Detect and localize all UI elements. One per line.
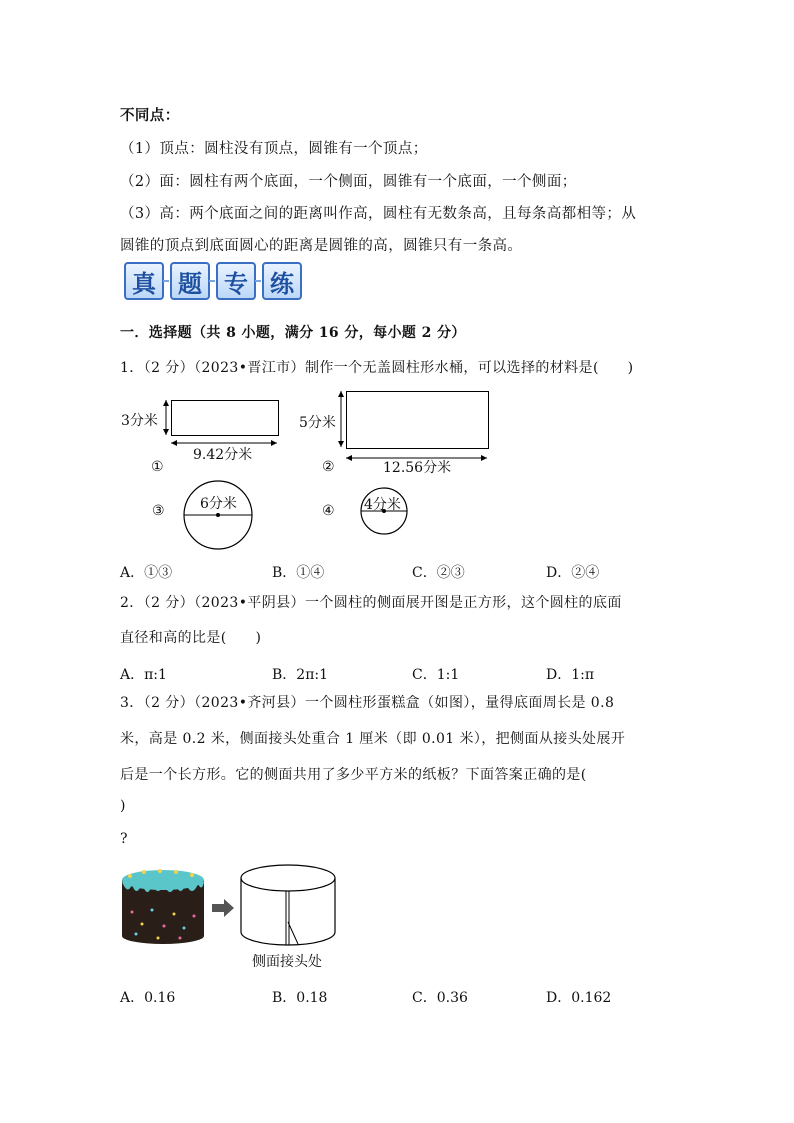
fig4-number: ④ xyxy=(322,503,335,519)
diff-point-2: （2）面：圆柱有两个底面，一个侧面，圆锥有一个底面，一个侧面； xyxy=(120,174,577,190)
q1-option-a[interactable]: A．①③ xyxy=(120,565,173,581)
section-title: 一．选择题（共 8 小题，满分 16 分，每小题 2 分） xyxy=(120,325,466,341)
q2-stem-line-2: 直径和高的比是( ) xyxy=(120,630,262,646)
fig3-number: ③ xyxy=(152,503,165,519)
fig2-number: ② xyxy=(322,459,335,475)
q2-option-b[interactable]: B．2π:1 xyxy=(272,667,329,683)
banner-char: 题 xyxy=(170,262,210,300)
q3-stem-line-5: ? xyxy=(120,831,128,847)
q2-option-c[interactable]: C．1:1 xyxy=(412,667,460,683)
q3-stem-line-2: 米，高是 0.2 米，侧面接头处重合 1 厘米（即 0.01 米），把侧面从接头处展开 xyxy=(120,731,626,747)
cake-image xyxy=(122,869,204,944)
practice-banner xyxy=(124,262,306,300)
cylinder-shape xyxy=(241,865,335,945)
banner-char: 练 xyxy=(262,262,302,300)
fig1-width-label: 9.42分米 xyxy=(193,447,253,463)
fig3-diameter-label: 6分米 xyxy=(200,496,237,512)
q3-stem-line-4: ) xyxy=(120,798,126,814)
q3-option-c[interactable]: C．0.36 xyxy=(412,990,468,1006)
q3-option-b[interactable]: B．0.18 xyxy=(272,990,328,1006)
diff-point-3b: 圆锥的顶点到底面圆心的距离是圆锥的高，圆锥只有一条高。 xyxy=(120,238,523,254)
diff-point-3a: （3）高：两个底面之间的距离叫作高，圆柱有无数条高，且每条高都相等；从 xyxy=(120,206,637,222)
joint-label: 侧面接头处 xyxy=(252,954,322,970)
arrow-icon xyxy=(212,899,234,917)
fig2-width-label: 12.56分米 xyxy=(383,460,452,476)
q3-option-a[interactable]: A．0.16 xyxy=(120,990,176,1006)
q3-stem-line-3: 后是一个长方形。它的侧面共用了多少平方米的纸板？下面答案正确的是( xyxy=(120,767,587,783)
diff-heading: 不同点： xyxy=(120,107,180,124)
q3-stem-line-1: 3．（2 分）（2023•齐河县）一个圆柱形蛋糕盒（如图），量得底面周长是 0.8 xyxy=(120,695,615,711)
banner-char: 专 xyxy=(216,262,256,300)
fig4-diameter-label: 4分米 xyxy=(364,497,401,513)
fig2-height-label: 5分米 xyxy=(299,415,336,431)
q1-option-c[interactable]: C．②③ xyxy=(412,565,465,581)
q1-option-d[interactable]: D．②④ xyxy=(546,565,600,581)
q2-stem-line-1: 2．（2 分）（2023•平阴县）一个圆柱的侧面展开图是正方形，这个圆柱的底面 xyxy=(120,595,622,611)
q1-stem: 1．（2 分）（2023•晋江市）制作一个无盖圆柱形水桶，可以选择的材料是( ) xyxy=(120,360,634,376)
fig1-number: ① xyxy=(151,459,164,475)
q1-option-b[interactable]: B．①④ xyxy=(272,565,325,581)
banner-char: 真 xyxy=(124,262,164,300)
diff-point-1: （1）顶点：圆柱没有顶点，圆锥有一个顶点； xyxy=(120,141,428,157)
circle-shape xyxy=(180,480,260,550)
q3-figure xyxy=(118,862,358,977)
q2-option-a[interactable]: A．π:1 xyxy=(120,667,167,683)
fig1-height-label: 3分米 xyxy=(121,413,158,429)
q3-option-d[interactable]: D．0.162 xyxy=(546,990,612,1006)
q2-option-d[interactable]: D．1:π xyxy=(546,667,595,683)
